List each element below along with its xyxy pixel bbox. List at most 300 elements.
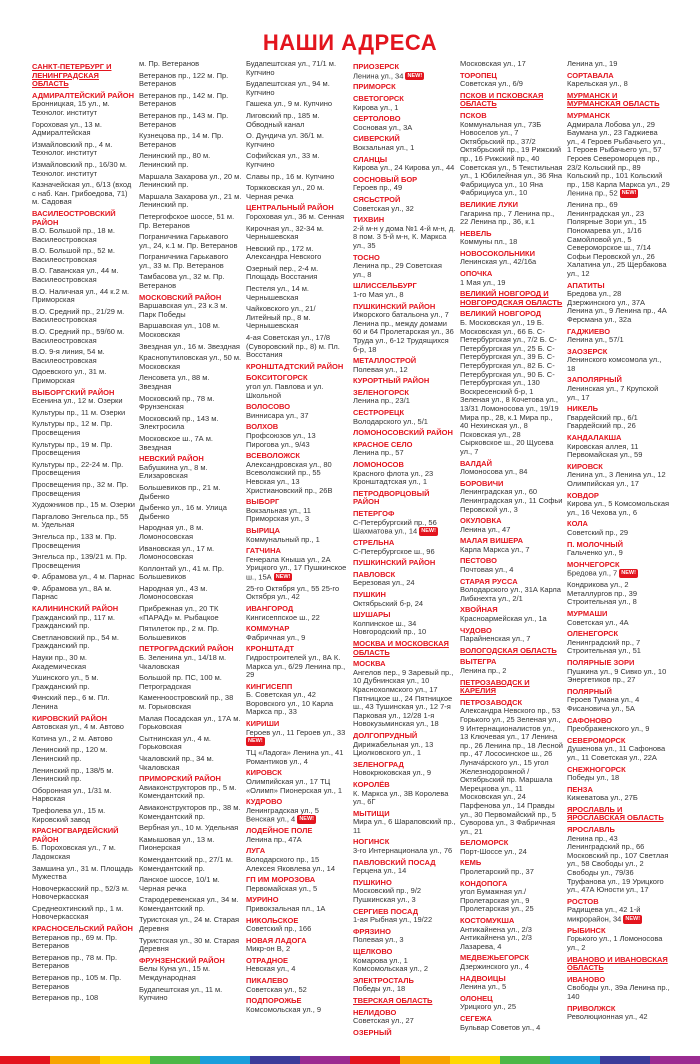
region-heading (32, 63, 135, 89)
address-text: Авиаконструкторов пр., 38 м. Комендантский пр. (139, 802, 241, 821)
address-text: Пролетарский пр., 37 (460, 867, 534, 877)
address-text: П. МОЛОЧНЫЙ (567, 539, 623, 549)
store-address (246, 132, 349, 149)
store-address (32, 746, 135, 763)
address-text: КУРОРТНЫЙ РАЙОН (353, 376, 430, 386)
store-address (139, 60, 242, 69)
address-text: Вербная ул., 10 м. Удельная (139, 823, 239, 833)
store-address (139, 72, 242, 89)
store-address (353, 847, 456, 856)
store-address (246, 334, 349, 360)
address-text: МУРМАНСК И МУРМАНСКАЯ ОБЛАСТЬ (567, 90, 660, 109)
store-address (139, 92, 242, 109)
store-address (567, 1013, 670, 1022)
address-text: ЭЛЕКТРОСТАЛЬ (353, 975, 414, 985)
store-address (567, 529, 670, 538)
address-text: КУДРОВО (246, 797, 283, 807)
address-text: Ленина пр., 23/1 (353, 396, 410, 406)
address-text: Замшина ул., 31 м. Площадь Мужества (32, 863, 134, 882)
address-text: ЯРОСЛАВЛЬ (567, 825, 615, 835)
store-address (460, 566, 563, 575)
store-address (139, 152, 242, 169)
address-text: КИНГИСЕПП (246, 681, 293, 691)
store-address (139, 836, 242, 853)
address-text: Одоевского ул., 31 м. Приморская (32, 367, 107, 385)
store-address (460, 468, 563, 477)
store-address (353, 449, 456, 458)
address-text: ГАДЖИЕВО (567, 326, 611, 336)
store-address (353, 985, 456, 994)
address-text: ЯРОСЛАВЛЬ И ЯРОСЛАВСКАЯ ОБЛАСТЬ (567, 804, 664, 823)
address-text: КИРОВСК (246, 768, 282, 778)
address-text: Мира ул., 6 Шараповский пр., 11 (353, 817, 456, 835)
store-address (460, 926, 563, 952)
address-text: Ленина ул., 47 (460, 524, 511, 534)
store-address (32, 409, 135, 418)
store-address (246, 285, 349, 302)
store-address (32, 553, 135, 570)
address-text: Гражданский пр., 117 м. Гражданский пр. (32, 612, 115, 631)
address-text: НЕВЕЛЬ (460, 228, 492, 238)
address-text: Варшавская ул., 108 м. Московская (139, 321, 220, 340)
address-text: Бульвар Советов ул., 4 (460, 1022, 541, 1032)
address-text: САФОНОВО (567, 715, 613, 725)
address-text: Кижеватова ул., 27Б (567, 793, 638, 803)
address-text: Кузнецова пр., 14 м. Пр. Ветеранов (139, 131, 224, 149)
address-text: Будапештская ул., 94 м. Купчино (246, 79, 330, 97)
store-address (246, 100, 349, 109)
store-address (353, 205, 456, 214)
store-address (353, 72, 456, 81)
address-text: Ленина пр., 57 (353, 448, 404, 458)
store-address (139, 504, 242, 521)
address-text: ВОЛОСОВО (246, 402, 291, 412)
address-text: ВОЛХОВ (246, 422, 279, 432)
address-text: Стародеревенская ул., 34 м. Комендантский пр. (139, 895, 239, 913)
address-text: МЫТИЩИ (353, 808, 390, 818)
address-text: ШЛИССЕЛЬБУРГ (353, 281, 417, 291)
store-address (246, 184, 349, 201)
address-text: Б. Советская ул., 42 Воровского ул., 10 Карла Маркса пр., 33 (246, 690, 334, 717)
store-address (246, 536, 349, 545)
store-address (460, 279, 563, 288)
store-address (246, 383, 349, 400)
address-text: Советский пр., 29 (567, 527, 629, 537)
address-text: КОНДОПОГА (460, 878, 508, 888)
store-address (353, 867, 456, 876)
address-text: СОРТАВАЛА (567, 70, 614, 80)
address-text: Ленинградская ул., 60 Ленинградская ул., 11 Софьи Перовской ул., 3 (460, 487, 563, 514)
address-text: ФРЯЗИНО (353, 926, 391, 936)
address-text: Б. Московская ул., 19 Б. Московская ул., 66 Б. С-Петербургская ул., 7/2 Б. С-Петербургская ул., 25 Б. С-Петербургская ул., 39 Б. С-Петербургская ул., 82 Б. С-Петербургская ул., 90 Б. С-Петербургская ул., 130 Воскресенский б-р, 1 Зеленая ул., 8 Кочетова ул., 13/31 Ломоносова ул., 19/19 Мира пр., 28, к.1 Мира пр., 40 Нехинская ул., 8 Псковская ул., 28 Сырковское ш., 20 Щусева ул., 7 (460, 318, 559, 456)
store-address (246, 925, 349, 934)
address-text: Советская ул., 32 (353, 203, 414, 213)
address-text: Ленинский пр., 120 м. Ленинский пр. (32, 745, 108, 763)
address-text: Будапештская ул., 11 м. Купчино (139, 984, 223, 1003)
address-text: Советская ул., 4А (567, 617, 629, 627)
address-text: В.О. Средний пр., 59/60 м. Василеостровская (32, 327, 125, 345)
address-text: ВЫРИЦА (246, 525, 281, 535)
address-text: ВЕЛИКИЙ НОВГОРОД (460, 309, 542, 319)
store-address (246, 691, 349, 717)
store-address (32, 865, 135, 882)
address-text: ПОЛЯРНЫЙ (567, 686, 612, 696)
address-text: Трефолева ул., 15 м. Кировский завод (32, 805, 106, 824)
store-address (139, 132, 242, 149)
store-address (32, 905, 135, 922)
store-address (246, 305, 349, 331)
address-text: Микр-он В, 2 (246, 944, 291, 954)
address-text: ПРИМОРСК (353, 82, 396, 92)
address-text: ПУШКИНСКИЙ РАЙОН (353, 301, 436, 311)
store-address (460, 667, 563, 676)
address-text: Ленинградская ул., 5 Венская ул., 4 (246, 805, 319, 824)
store-address (246, 807, 349, 824)
address-text: Московское ш., 7А м. Звездная (139, 433, 213, 452)
address-text: Ветеранов пр., 142 м. Пр. Ветеранов (139, 90, 229, 109)
address-text: РОСТОВ (567, 896, 599, 906)
address-text: Адмирала Лобова ул., 29 Баумана ул., 23 Гаджиева ул., 4 Героев Рыбачьего ул., 1 Героев Рыбачьего ул., 57 Героев Североморцев пр., 23/2 Кольский пр., 89 Кольский пр., 101 Кольский пр., 158 Карла Маркса ул., 29 Ленина пр., 52 (567, 119, 670, 198)
store-address (32, 634, 135, 651)
store-address (353, 225, 456, 251)
address-text: Первомайская ул., 5 (246, 883, 318, 893)
new-badge: NEW! (248, 738, 263, 745)
store-address (32, 573, 135, 582)
address-text: РЫБИНСК (567, 925, 606, 935)
city-heading (353, 490, 456, 507)
address-text: ЩЕЛКОВО (353, 947, 393, 956)
store-address (32, 934, 135, 951)
address-text: ГП ИМ МОРОЗОВА (246, 875, 316, 885)
address-text: ТВЕРСКАЯ ОБЛАСТЬ (353, 995, 433, 1005)
store-address (460, 546, 563, 555)
address-text: Березовая ул., 24 (353, 578, 415, 588)
store-address (353, 124, 456, 133)
address-text: Ленина ул., 19 (567, 60, 618, 68)
store-address (139, 464, 242, 481)
address-text: КРОНШТАДТСКИЙ РАЙОН (246, 361, 344, 371)
store-address (567, 569, 670, 578)
store-address (353, 936, 456, 945)
store-address (139, 605, 242, 622)
address-text: Ленинградский пр., 7 Строительная ул., 51 (567, 637, 641, 656)
store-address (353, 311, 456, 354)
address-text: 2-й м-н у дома №1 4-й м-н, д. 8 пом. 3 5-й м-н, К. Маркса ул., 35 (353, 223, 456, 250)
store-address (246, 749, 349, 766)
store-address (460, 526, 563, 535)
address-text: Ленина пр., 69 Ленинградская ул., 23 Полярные Зори ул., 15 Пономарева ул., 1/16 Самойловой ул., 5 Североморское ш., 7/14 Софьи Перовской ул., 26 Халатина ул., 25 Щербакова ул., 12 (567, 200, 667, 278)
address-text: Малая Посадская ул., 17А м. Горьковская (139, 713, 241, 732)
store-address (32, 614, 135, 631)
address-text: Московский пр., 143 м. Электросила (139, 413, 219, 432)
address-text: Сытнинская ул., 4 м. Горьковская (139, 733, 211, 752)
store-address (139, 715, 242, 732)
address-text: Петергофское шоссе, 51 м. Пр. Ветеранов (139, 211, 235, 230)
store-address (139, 233, 242, 250)
store-address (353, 397, 456, 406)
address-text: 1 Мая ул., 19 (460, 277, 506, 287)
store-address (567, 336, 670, 345)
store-address (567, 443, 670, 460)
address-text: В.О. 9-я линия, 54 м. Василеостровская (32, 347, 105, 365)
address-text: Невский пр., 172 м. Александра Невского (246, 243, 322, 262)
store-address (139, 735, 242, 752)
address-text: Науки пр., 30 м. Академическая (32, 653, 87, 671)
store-address (353, 164, 456, 173)
store-address (460, 1003, 563, 1012)
address-text: Горького ул., 1 Ломоносова ул., 2 (567, 934, 663, 953)
address-text: Коммунальная ул., 73Б Новоселов ул., 7 Октябрьский пр., 37/2 Октябрьский пр., 19 Рижский пр., 16 Рижский пр., 40 Советская ул., 5 Текстильная ул., 1 Юбилейная ул., 36 Яна Фабрициуса ул., 10 Яна Фабрициуса ул., 10 (460, 119, 563, 198)
address-text: МУРМАШИ (567, 609, 608, 618)
address-text: Краснопутиловская ул., 50 м. Московская (139, 353, 242, 371)
store-address (246, 152, 349, 169)
address-text: СИВЕРСКИЙ (353, 134, 400, 144)
store-address (32, 674, 135, 691)
store-address (139, 896, 242, 913)
address-text: Гальченко ул., 9 (567, 548, 623, 558)
address-text: Привокзальная пл., 1А (246, 903, 326, 913)
address-text: 1-го Мая ул., 8 (353, 289, 404, 299)
address-text: Чкаловский пр., 34 м. Чкаловская (139, 753, 214, 772)
address-text: Ленина пр., 29 Советская ул., 8 (353, 261, 442, 279)
address-text: СЕГЕЖА (460, 1013, 492, 1023)
store-address (139, 755, 242, 772)
address-text: Урицкого ул., 25 (460, 1002, 517, 1012)
store-address (32, 141, 135, 158)
new-badge: NEW! (421, 528, 436, 535)
address-text: ВСЕВОЛОЖСК (246, 451, 301, 461)
address-text: ОЗЕРНЫЙ (353, 1027, 392, 1037)
address-text: Кингисеппское ш., 22 (246, 612, 320, 622)
store-address (32, 513, 135, 530)
address-text: Ленина ул., 5 (460, 982, 507, 992)
store-address (567, 201, 670, 278)
address-text: Торжковская ул., 20 м. Черная речка (246, 183, 325, 201)
store-address (567, 696, 670, 713)
store-address (246, 965, 349, 974)
address-text: Среднеохтинский пр., 1 м. Новочеркасская (32, 903, 124, 922)
store-address (246, 836, 349, 845)
address-text: Коммуны пл., 18 (460, 237, 518, 247)
address-text: Ленсовета ул., 88 м. Звездная (139, 373, 210, 391)
store-address (353, 291, 456, 300)
store-address (567, 725, 670, 734)
store-address (139, 213, 242, 230)
store-address (32, 420, 135, 437)
address-text: МОСКВА И МОСКОВСКАЯ ОБЛАСТЬ (353, 639, 449, 657)
address-text: КРАСНОСЕЛЬСКИЙ РАЙОН (32, 924, 133, 934)
address-text: Володарского пр., 15 Алексея Яковлева ул., 14 (246, 854, 336, 873)
address-column (32, 60, 135, 1050)
address-text: МУРИНО (246, 895, 279, 905)
address-text: Ушинского ул., 5 м. Гражданский пр. (32, 673, 99, 691)
address-text: В.О. Гаванская ул., 44 м. Василеостровская (32, 266, 119, 285)
address-text: Финский пер., 6 м. Пл. Ленина (32, 693, 110, 711)
address-text: ЛОДЕЙНОЕ ПОЛЕ (246, 826, 313, 836)
store-address (139, 784, 242, 801)
address-text: ТЦ «Ладога» Ленина ул., 41 Романтиков ул., 4 (246, 748, 344, 766)
store-address (32, 807, 135, 824)
store-address (139, 395, 242, 412)
address-text: ГАТЧИНА (246, 546, 281, 556)
store-address (246, 856, 349, 873)
address-text: Белы Куна ул., 15 м. Международная (139, 964, 211, 983)
store-address (32, 181, 135, 207)
address-text: ВАСИЛЕОСТРОВСКИЙ РАЙОН (32, 208, 116, 227)
city-heading (353, 429, 456, 438)
address-text: С-Петербургский пр., 56 Шахматова ул., 14 (353, 517, 437, 536)
address-text: В.О. Большой пр., 18 м. Василеостровская (32, 226, 115, 244)
address-text: Пограничника Гарькавого ул., 33 м. Пр. Ветеранов (139, 252, 229, 270)
address-text: Светлановский пр., 54 м. Гражданский пр. (32, 632, 119, 651)
address-text: Александровская ул., 80 Всеволожский пр., 55 Невская ул., 13 Христиановский пр., 26В (246, 459, 333, 495)
store-address (460, 319, 563, 457)
city-heading (353, 559, 456, 568)
store-address (567, 639, 670, 656)
address-text: В.О. Наличная ул., 44 к.2 м. Приморская (32, 286, 130, 305)
store-address (567, 774, 670, 783)
address-text: Кондрикова ул., 2 Металлургов пр., 39 Строительная ул., 8 (567, 580, 638, 607)
address-text: Художников пр., 15 м. Озерки (32, 500, 135, 510)
store-address (32, 161, 135, 178)
address-text: Паргалово Энгельса пр., 55 м. Удельная (32, 511, 129, 530)
address-text: Софийская ул., 33 м. Купчино (246, 151, 320, 169)
address-text: Котина ул., 2 м. Автово (32, 733, 113, 743)
store-address (353, 620, 456, 637)
address-text: ПЕТЕРГОФ (353, 509, 395, 518)
address-text: ПРИОЗЕРСК (353, 62, 400, 71)
new-badge: NEW! (621, 570, 636, 577)
address-text: Новочеркасский пр., 52/3 м. Новочеркасская (32, 883, 130, 902)
address-text: СЕРГИЕВ ПОСАД (353, 906, 419, 916)
address-text: ОПОЧКА (460, 269, 493, 279)
address-text: ТОРОПЕЦ (460, 70, 497, 80)
address-text: ДОЛГОПРУДНЫЙ (353, 730, 418, 740)
address-text: БОРОВИЧИ (460, 478, 504, 488)
address-text: Радищева ул., 42 1-й микрорайон, 34 (567, 905, 641, 924)
store-address (567, 471, 670, 488)
address-column (246, 60, 349, 1050)
store-address (32, 267, 135, 284)
store-address (32, 308, 135, 325)
store-address (567, 549, 670, 558)
store-address (353, 769, 456, 778)
address-text: Профсоюзов ул., 13 Пирогова ул., 9/43 (246, 430, 316, 449)
address-text: Колпинское ш., 34 Новгородский пр., 10 (353, 618, 427, 637)
store-address (567, 356, 670, 373)
store-address (32, 397, 135, 406)
address-text: Октябрьский б-р, 24 (353, 598, 424, 608)
address-text: ИВАНОВО (567, 974, 606, 984)
address-text: МАЛАЯ ВИШЕРА (460, 536, 524, 546)
region-heading (353, 640, 456, 657)
address-text: Бредова ул., 7 (567, 568, 618, 578)
store-address (353, 184, 456, 193)
address-text: Дирижабельная ул., 13 Циолковского ул., 1 (353, 739, 434, 758)
address-text: ЗЕЛЕНОГРАД (353, 759, 404, 769)
address-text: Коммунальный пр., 1 (246, 534, 320, 544)
address-text: СТРЕЛЬНА (353, 538, 395, 548)
address-text: ЛУГА (246, 846, 266, 856)
address-text: Озерный пер., 2-4 м. Площадь Восстания (246, 263, 319, 282)
store-address (32, 735, 135, 744)
address-text: ШУШАРЫ (353, 610, 391, 620)
address-text: Казначейская ул., 6/13 (вход с наб. Кан. Грибоедова, 71) м. Садовая (32, 180, 132, 207)
store-address (460, 615, 563, 624)
address-text: ПЕНЗА (567, 784, 593, 794)
store-address (32, 844, 135, 861)
address-text: Народная ул., 8 м. Ломоносовская (139, 523, 204, 541)
store-address (246, 654, 349, 680)
store-address (32, 121, 135, 138)
store-address (139, 654, 242, 671)
address-text: Советская ул., 6/9 (460, 79, 523, 89)
address-text: НОВАЯ ЛАДОГА (246, 935, 307, 945)
address-text: Есенина ул., 12 м. Озерки (32, 396, 123, 406)
address-text: Чайковского ул., 21/ Литейный пр., 8 м. Чернышевская (246, 304, 316, 331)
region-heading (567, 956, 670, 973)
address-text: Ветеранов пр., 105 м. Пр. Ветеранов (32, 973, 122, 991)
address-text: Коллонтай ул., 41 м. Пр. Большевиков (139, 563, 224, 582)
address-text: В.О. Большой пр., 52 м. Василеостровская (32, 246, 115, 264)
address-text: Карла Маркса ул., 7 (460, 544, 530, 554)
address-text: БОКСИТОГОРСК (246, 373, 308, 383)
store-address (353, 144, 456, 153)
store-address (32, 481, 135, 498)
store-address (353, 104, 456, 113)
address-text: Авиаконструкторов пр., 5 м. Комендантский пр. (139, 782, 237, 801)
address-text: 3-го Интернационала ул., 76 (353, 846, 453, 856)
address-text: Новокрюковская ул., 9 (353, 768, 432, 778)
store-address (246, 432, 349, 449)
store-address (139, 484, 242, 501)
address-text: Московская ул., 17 (460, 60, 526, 68)
store-address (139, 824, 242, 833)
store-address (567, 935, 670, 952)
address-text: Гороховая ул., 36 м. Сенная (246, 211, 345, 221)
city-heading (353, 1029, 456, 1038)
new-badge: NEW! (275, 573, 291, 580)
address-text: Кирова ул., 5 Комсомольская ул., 16 Чехова ул., 6 (567, 499, 670, 517)
address-text: Ленинская ул., 7 Крупской ул., 17 (567, 384, 659, 402)
address-text: Большевиков пр., 21 м. Дыбенко (139, 482, 221, 501)
address-text: угол ул. Павлова и ул. Школьной (246, 382, 324, 400)
address-text: Культуры пр., 11 м. Озерки (32, 407, 126, 417)
address-text: К. Маркса ул., 3В Королева ул., 6Г (353, 788, 449, 807)
store-address (460, 963, 563, 972)
store-address (246, 112, 349, 129)
city-heading (353, 83, 456, 92)
store-address (246, 173, 349, 182)
address-text: Пушкина ул., 9 Сивко ул., 10 Энергетиков пр., 27 (567, 666, 667, 685)
address-text: ВЕЛИКИЕ ЛУКИ (460, 199, 519, 209)
address-text: Ланское шоссе, 10/1 м. Черная речка (139, 875, 220, 893)
address-text: О. Дундича ул. 36/1 м. Купчино (246, 131, 324, 149)
address-text: ПСКОВ И ПСКОВСКАЯ ОБЛАСТЬ (460, 90, 544, 109)
address-text: ЧУДОВО (460, 625, 492, 635)
address-text: Ленина пр., 43 Ленинградский пр., 66 Московский пр., 107 Светлая ул., 58 Свободы ул., 2 Свободы ул., 79/36 Труфанова ул., 19 Урицкого ул., 47А Юности ул., 17 (567, 833, 669, 895)
store-address (246, 245, 349, 262)
address-text: Ангелов пер., 9 Заревый пр., 10 Дубнинская ул., 10 Краснохолмского ул., 17 Пятницкое ш., 24 Пятницкое ш., 43 Тушинская ул., 12 7-я Парковая ул., 12/28 1-я Новокузьминская ул., 18 (353, 667, 454, 729)
store-address (32, 994, 135, 1003)
address-text: КРАСНОГВАРДЕЙСКИЙ РАЙОН (32, 826, 119, 844)
address-text: Карельская ул., 8 (567, 79, 628, 89)
address-text: Энгельса пр., 133 м. Пр. Просвещения (32, 531, 117, 550)
store-address (460, 635, 563, 644)
store-address (139, 193, 242, 210)
address-text: Ленинская ул., 42/16а (460, 257, 537, 267)
store-address (460, 888, 563, 914)
